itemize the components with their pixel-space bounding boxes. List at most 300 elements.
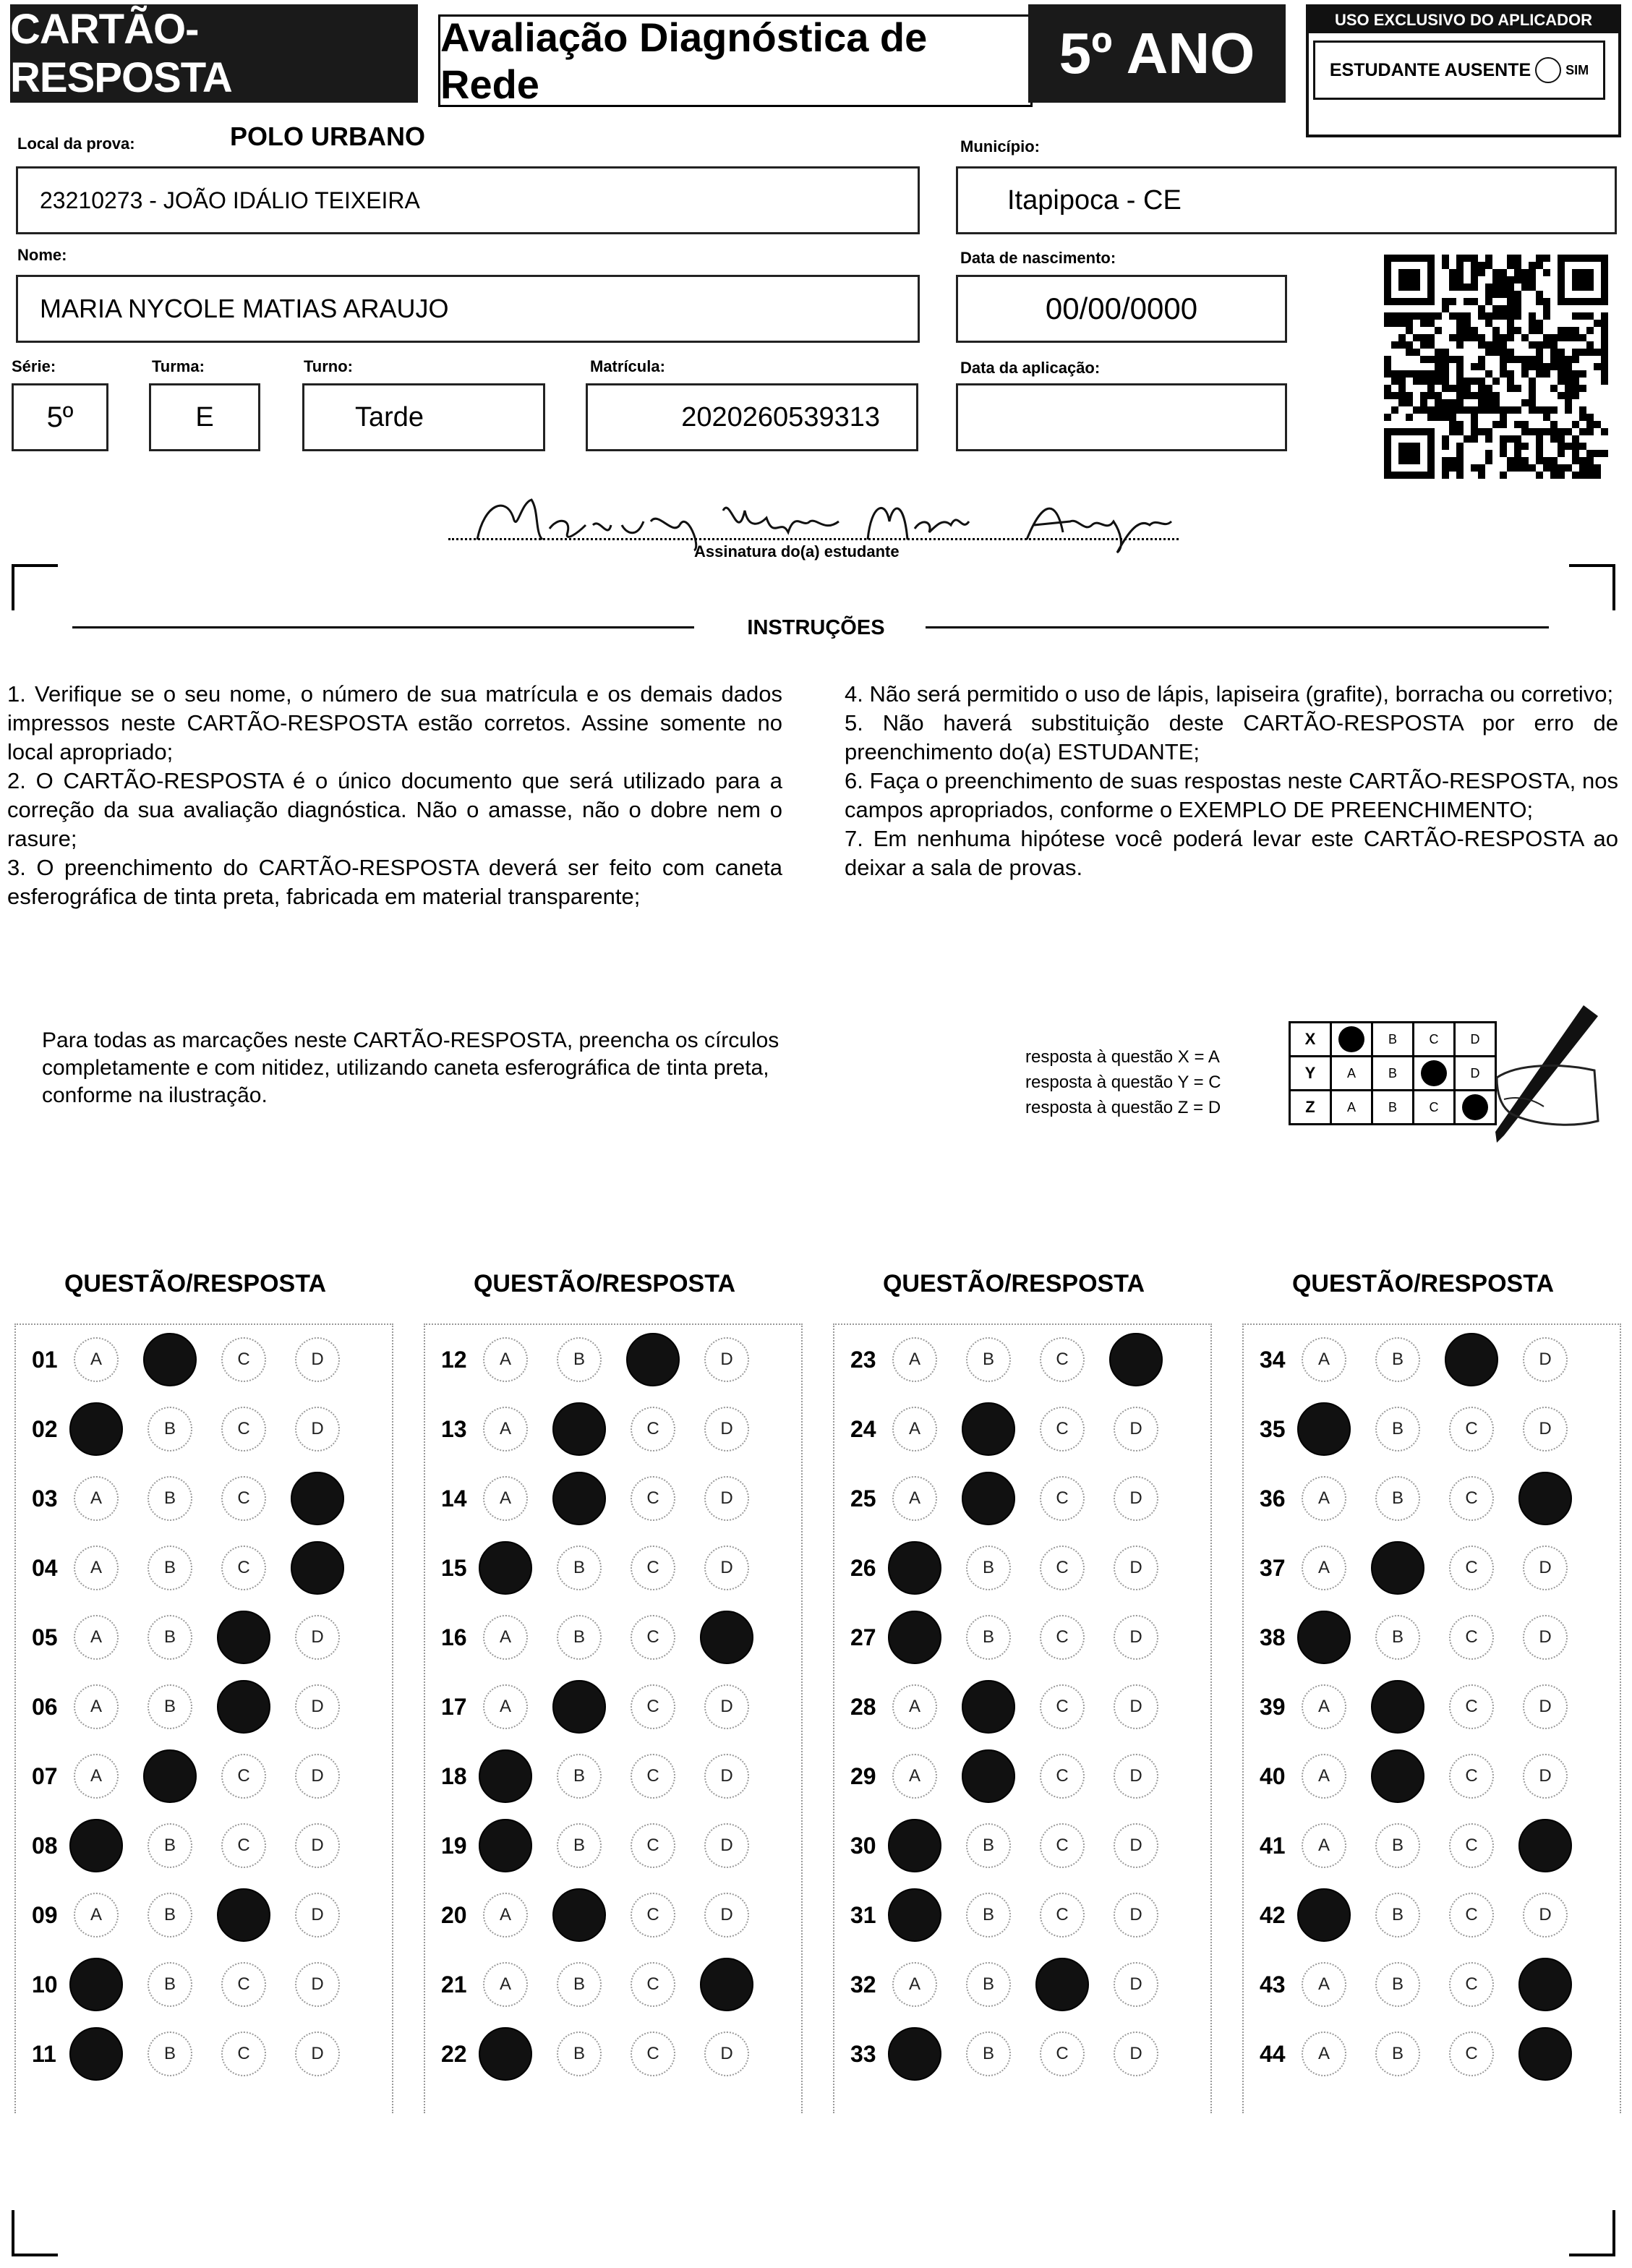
- answer-bubble-option[interactable]: A: [1302, 2032, 1346, 2076]
- answer-bubble-option[interactable]: A: [74, 1754, 119, 1799]
- answer-bubble-option[interactable]: A: [483, 1962, 528, 2007]
- answer-bubble-option[interactable]: C: [1040, 1893, 1085, 1937]
- question-number: 35: [1260, 1415, 1286, 1442]
- answer-bubble-option[interactable]: B: [966, 2032, 1011, 2076]
- answer-bubble-option[interactable]: A: [74, 1684, 119, 1729]
- nome-field: [16, 275, 920, 343]
- question-number: 05: [32, 1624, 58, 1650]
- question-number: 20: [441, 1901, 467, 1928]
- question-row: [834, 1394, 1210, 1464]
- question-number: 29: [850, 1762, 876, 1789]
- answer-bubble-option[interactable]: B: [557, 1823, 602, 1868]
- answer-bubble-option[interactable]: B: [1375, 1407, 1420, 1451]
- answer-bubble-filled[interactable]: [552, 1402, 606, 1456]
- question-row: [1244, 1811, 1620, 1880]
- question-number: 21: [441, 1971, 467, 1998]
- answer-bubble-option[interactable]: C: [1449, 1407, 1494, 1451]
- answer-bubble-option[interactable]: A: [892, 1754, 937, 1799]
- frame-corner-tr: [1569, 564, 1615, 610]
- question-row: [425, 1672, 801, 1742]
- answer-bubble-option[interactable]: D: [704, 2032, 749, 2076]
- question-row: [834, 1325, 1210, 1394]
- answer-bubble-filled[interactable]: [888, 1611, 941, 1664]
- answer-bubble-filled[interactable]: [291, 1472, 344, 1525]
- answer-bubble-option[interactable]: D: [704, 1893, 749, 1937]
- example-row: [1290, 1023, 1496, 1057]
- answer-bubble-option[interactable]: B: [557, 2032, 602, 2076]
- answer-bubble-option[interactable]: C: [221, 1407, 266, 1451]
- answer-bubble-option[interactable]: B: [148, 1407, 192, 1451]
- answer-bubble-option[interactable]: D: [1523, 1546, 1568, 1590]
- instruction-5: 5. Não haverá substituição deste CARTÃO-RESPOSTA por erro de preenchimento do(a) ESTUDANTE;: [845, 710, 1618, 764]
- answer-bubble-option[interactable]: B: [966, 1962, 1011, 2007]
- question-number: 12: [441, 1346, 467, 1373]
- answer-bubble-option[interactable]: A: [892, 1407, 937, 1451]
- answer-bubble-option[interactable]: A: [1302, 1546, 1346, 1590]
- answer-bubble-option[interactable]: C: [221, 1754, 266, 1799]
- question-row: [425, 1950, 801, 2019]
- turma-value: E: [195, 401, 214, 432]
- question-number: 04: [32, 1554, 58, 1581]
- question-row: [425, 1394, 801, 1464]
- answer-bubble-filled[interactable]: [888, 1819, 941, 1872]
- answer-bubble-option[interactable]: D: [704, 1823, 749, 1868]
- answer-bubble-option[interactable]: D: [704, 1754, 749, 1799]
- answer-bubble-option[interactable]: C: [631, 1407, 675, 1451]
- answer-bubble-option[interactable]: A: [74, 1893, 119, 1937]
- answer-bubble-option[interactable]: A: [483, 1407, 528, 1451]
- question-row: [425, 1880, 801, 1950]
- question-number: 14: [441, 1485, 467, 1512]
- instruction-6: 6. Faça o preenchimento de suas respostas neste CARTÃO-RESPOSTA, nos campos apropriados, conforme o EXEMPLO DE PREENCHIMENTO;: [845, 768, 1618, 822]
- answer-bubble-option[interactable]: D: [295, 2032, 340, 2076]
- answer-bubble-filled[interactable]: [1518, 1819, 1572, 1872]
- municipio-label: Município:: [960, 137, 1040, 155]
- question-number: 10: [32, 1971, 58, 1998]
- answer-bubble-option[interactable]: C: [631, 1615, 675, 1660]
- question-number: 33: [850, 2040, 876, 2067]
- question-number: 38: [1260, 1624, 1286, 1650]
- answer-bubble-option[interactable]: A: [1302, 1476, 1346, 1521]
- answer-bubble-option[interactable]: C: [1040, 1615, 1085, 1660]
- question-row: [1244, 1950, 1620, 2019]
- question-row: [834, 2019, 1210, 2089]
- answer-bubble-filled[interactable]: [479, 2027, 532, 2081]
- answer-bubble-option[interactable]: C: [1040, 1546, 1085, 1590]
- answer-bubble-option[interactable]: D: [295, 1893, 340, 1937]
- answer-bubble-option[interactable]: D: [295, 1962, 340, 2007]
- answer-bubble-filled[interactable]: [552, 1472, 606, 1525]
- answer-bubble-option[interactable]: C: [1449, 1823, 1494, 1868]
- answer-bubble-option[interactable]: C: [1040, 1684, 1085, 1729]
- answer-bubble-option[interactable]: D: [295, 1754, 340, 1799]
- answer-bubble-filled[interactable]: [626, 1333, 680, 1386]
- answer-bubble-option[interactable]: B: [1375, 1893, 1420, 1937]
- absent-label: ESTUDANTE AUSENTE: [1329, 59, 1531, 80]
- example-option: B: [1372, 1091, 1414, 1125]
- example-label-y: resposta à questão Y = C: [1025, 1073, 1221, 1092]
- answers-section-title: QUESTÃO/RESPOSTA: [64, 1270, 327, 1297]
- answer-bubble-option[interactable]: C: [631, 1823, 675, 1868]
- pen-hand-icon: [1475, 998, 1605, 1150]
- instruction-2: 2. O CARTÃO-RESPOSTA é o único documento que será utilizado para a correção da sua avaliação diagnóstica. Não o amasse, não o dobre nem o rasure;: [7, 768, 782, 851]
- instructions-title: INSTRUÇÕES: [747, 616, 885, 639]
- answer-bubble-option[interactable]: A: [1302, 1754, 1346, 1799]
- answer-bubble-option[interactable]: D: [295, 1823, 340, 1868]
- signature-caption: Assinatura do(a) estudante: [694, 542, 900, 560]
- answer-bubble-filled[interactable]: [888, 1541, 941, 1595]
- answer-bubble-option[interactable]: C: [1449, 1962, 1494, 2007]
- answer-bubble-option[interactable]: C: [221, 1476, 266, 1521]
- answer-bubble-option[interactable]: C: [221, 1962, 266, 2007]
- instruction-1: 1. Verifique se o seu nome, o número de sua matrícula e os demais dados impressos neste CARTÃO-RESPOSTA estão corretos. Assine somente no local apropriado;: [7, 681, 782, 764]
- answer-bubble-filled[interactable]: [479, 1749, 532, 1803]
- answer-bubble-option[interactable]: A: [483, 1684, 528, 1729]
- question-row: [1244, 1742, 1620, 1811]
- question-number: 18: [441, 1762, 467, 1789]
- answer-bubble-option[interactable]: A: [892, 1476, 937, 1521]
- example-label-z: resposta à questão Z = D: [1025, 1098, 1221, 1117]
- answer-bubble-filled[interactable]: [217, 1611, 270, 1664]
- answer-bubble-filled[interactable]: [1371, 1749, 1424, 1803]
- answer-bubble-option[interactable]: A: [1302, 1684, 1346, 1729]
- answer-bubble-option[interactable]: B: [148, 1893, 192, 1937]
- answer-bubble-filled[interactable]: [143, 1333, 197, 1386]
- answer-bubble-filled[interactable]: [962, 1472, 1015, 1525]
- answer-bubble-option[interactable]: A: [892, 1337, 937, 1382]
- answer-bubble-filled[interactable]: [552, 1680, 606, 1734]
- answer-bubble-option[interactable]: B: [1375, 1615, 1420, 1660]
- local-label: Local da prova:: [17, 135, 135, 153]
- local-value: POLO URBANO: [230, 122, 425, 151]
- answer-bubble-filled[interactable]: [69, 1819, 123, 1872]
- question-row: [16, 1811, 392, 1880]
- answer-bubble-option[interactable]: B: [557, 1962, 602, 2007]
- nome-label: Nome:: [17, 246, 67, 264]
- answer-bubble-filled[interactable]: [291, 1541, 344, 1595]
- question-number: 19: [441, 1832, 467, 1859]
- answer-bubble-option[interactable]: C: [1040, 1476, 1085, 1521]
- question-number: 43: [1260, 1971, 1286, 1998]
- answer-column: [1242, 1323, 1621, 2113]
- answer-bubble-option[interactable]: C: [1040, 1754, 1085, 1799]
- turma-field: [149, 383, 260, 451]
- question-row: [834, 1672, 1210, 1742]
- question-row: [834, 1950, 1210, 2019]
- answer-bubble-option[interactable]: D: [704, 1337, 749, 1382]
- answer-bubble-option[interactable]: D: [1114, 1476, 1158, 1521]
- matricula-field: [586, 383, 918, 451]
- answer-bubble-option[interactable]: D: [1114, 1754, 1158, 1799]
- answer-bubble-option[interactable]: D: [704, 1476, 749, 1521]
- example-row-label: Y: [1290, 1057, 1331, 1091]
- question-number: 07: [32, 1762, 58, 1789]
- answer-bubble-filled[interactable]: [1297, 1611, 1351, 1664]
- turno-value: Tarde: [355, 401, 424, 432]
- answer-bubble-filled[interactable]: [69, 1402, 123, 1456]
- answer-bubble-option[interactable]: A: [74, 1615, 119, 1660]
- answer-bubble-option[interactable]: C: [1040, 2032, 1085, 2076]
- question-number: 30: [850, 1832, 876, 1859]
- answer-bubble-option[interactable]: A: [74, 1546, 119, 1590]
- question-row: [16, 2019, 392, 2089]
- answer-bubble-option[interactable]: C: [631, 1754, 675, 1799]
- answer-bubble-option[interactable]: C: [1040, 1823, 1085, 1868]
- question-row: [16, 1394, 392, 1464]
- answer-bubble-filled[interactable]: [1518, 1958, 1572, 2011]
- question-row: [425, 1533, 801, 1603]
- question-row: [1244, 1672, 1620, 1742]
- filled-bubble-icon: [1421, 1060, 1447, 1086]
- answer-bubble-option[interactable]: D: [1523, 1337, 1568, 1382]
- question-row: [16, 1742, 392, 1811]
- answer-bubble-option[interactable]: D: [1114, 1407, 1158, 1451]
- answer-bubble-filled[interactable]: [143, 1749, 197, 1803]
- answer-bubble-filled[interactable]: [69, 2027, 123, 2081]
- signature-line: [448, 538, 1179, 540]
- answer-bubble-option[interactable]: A: [892, 1962, 937, 2007]
- answer-bubble-option[interactable]: C: [1449, 1615, 1494, 1660]
- answer-bubble-option[interactable]: A: [483, 1337, 528, 1382]
- answer-bubble-option[interactable]: B: [1375, 1823, 1420, 1868]
- answer-bubble-option[interactable]: C: [1449, 1684, 1494, 1729]
- nascimento-value: 00/00/0000: [1045, 291, 1198, 325]
- answer-bubble-filled[interactable]: [479, 1819, 532, 1872]
- answer-bubble-option[interactable]: B: [1375, 1962, 1420, 2007]
- answer-bubble-filled[interactable]: [552, 1888, 606, 1942]
- answer-bubble-option[interactable]: B: [1375, 1337, 1420, 1382]
- answer-bubble-option[interactable]: D: [1114, 1893, 1158, 1937]
- answer-bubble-option[interactable]: B: [148, 1684, 192, 1729]
- answer-bubble-filled[interactable]: [217, 1888, 270, 1942]
- fill-instruction-note: Para todas as marcações neste CARTÃO-RESPOSTA, preencha os círculos completamente e com nitidez, utilizando caneta esferográfica de tinta preta, conforme na ilustração.: [42, 1028, 779, 1107]
- answer-bubble-option[interactable]: C: [221, 1823, 266, 1868]
- question-row: [16, 1672, 392, 1742]
- answer-bubble-option[interactable]: D: [1114, 1962, 1158, 2007]
- answer-bubble-option[interactable]: D: [704, 1684, 749, 1729]
- answer-bubble-filled[interactable]: [962, 1749, 1015, 1803]
- answer-bubble-option[interactable]: A: [892, 1684, 937, 1729]
- question-number: 42: [1260, 1901, 1286, 1928]
- answer-bubble-option[interactable]: D: [1114, 1546, 1158, 1590]
- answer-bubble-option[interactable]: C: [221, 2032, 266, 2076]
- school-value: 23210273 - JOÃO IDÁLIO TEIXEIRA: [40, 187, 420, 213]
- answer-bubble-option[interactable]: A: [483, 1476, 528, 1521]
- question-number: 44: [1260, 2040, 1286, 2067]
- answer-bubble-option[interactable]: D: [1114, 1823, 1158, 1868]
- question-row: [16, 1603, 392, 1672]
- answer-bubble-option[interactable]: C: [1449, 1893, 1494, 1937]
- absent-option: SIM: [1565, 62, 1589, 77]
- answer-bubble-filled[interactable]: [888, 1888, 941, 1942]
- answer-bubble-option[interactable]: B: [148, 1546, 192, 1590]
- answer-bubble-option[interactable]: B: [557, 1754, 602, 1799]
- answer-bubble-filled[interactable]: [217, 1680, 270, 1734]
- answer-bubble-filled[interactable]: [479, 1541, 532, 1595]
- answer-bubble-option[interactable]: B: [557, 1546, 602, 1590]
- answer-bubble-filled[interactable]: [69, 1958, 123, 2011]
- question-number: 11: [32, 2040, 56, 2067]
- example-label-x: resposta à questão X = A: [1025, 1047, 1220, 1067]
- answer-bubble-option[interactable]: C: [221, 1546, 266, 1590]
- question-row: [16, 1880, 392, 1950]
- answer-bubble-filled[interactable]: [1109, 1333, 1163, 1386]
- answer-bubble-option[interactable]: B: [966, 1546, 1011, 1590]
- answer-bubble-option[interactable]: B: [1375, 2032, 1420, 2076]
- answer-bubble-option[interactable]: A: [74, 1337, 119, 1382]
- answer-bubble-filled[interactable]: [962, 1680, 1015, 1734]
- serie-label: Série:: [12, 357, 56, 375]
- question-row: [834, 1533, 1210, 1603]
- turno-label: Turno:: [304, 357, 354, 375]
- divider-right: [926, 626, 1549, 628]
- answer-bubble-option[interactable]: D: [1114, 2032, 1158, 2076]
- municipio-value: Itapipoca - CE: [1007, 184, 1182, 216]
- answer-bubble-option[interactable]: B: [148, 1962, 192, 2007]
- answer-bubble-option[interactable]: A: [483, 1893, 528, 1937]
- answer-bubble-option[interactable]: D: [1523, 1754, 1568, 1799]
- answer-bubble-option[interactable]: C: [1449, 1476, 1494, 1521]
- answer-bubble-option[interactable]: A: [483, 1615, 528, 1660]
- answer-bubble-option[interactable]: C: [1040, 1337, 1085, 1382]
- answer-bubble-option[interactable]: C: [1449, 1546, 1494, 1590]
- nome-value: MARIA NYCOLE MATIAS ARAUJO: [40, 294, 449, 323]
- question-number: 03: [32, 1485, 58, 1512]
- question-number: 32: [850, 1971, 876, 1998]
- question-row: [16, 1464, 392, 1533]
- aplicacao-field: [956, 383, 1287, 451]
- question-number: 34: [1260, 1346, 1286, 1373]
- answers-section-title: QUESTÃO/RESPOSTA: [473, 1270, 736, 1297]
- answer-bubble-option[interactable]: C: [631, 1546, 675, 1590]
- question-row: [16, 1533, 392, 1603]
- answer-bubble-option[interactable]: D: [295, 1407, 340, 1451]
- example-labels: [1025, 1044, 1221, 1120]
- answer-bubble-filled[interactable]: [962, 1402, 1015, 1456]
- answer-column: [424, 1323, 803, 2113]
- answer-bubble-option[interactable]: D: [704, 1546, 749, 1590]
- answer-bubble-option[interactable]: C: [631, 2032, 675, 2076]
- instruction-3: 3. O preenchimento do CARTÃO-RESPOSTA deverá ser feito com caneta esferográfica de tinta preta, fabricada em material transparente;: [7, 855, 782, 909]
- answer-bubble-option[interactable]: B: [148, 1476, 192, 1521]
- answer-bubble-filled[interactable]: [1035, 1958, 1089, 2011]
- answer-bubble-option[interactable]: C: [631, 1476, 675, 1521]
- answer-bubble-option[interactable]: D: [1523, 1893, 1568, 1937]
- example-option: C: [1414, 1023, 1455, 1057]
- answer-bubble-option[interactable]: C: [631, 1893, 675, 1937]
- answer-bubble-option[interactable]: C: [1449, 2032, 1494, 2076]
- answer-bubble-option[interactable]: B: [148, 1615, 192, 1660]
- answer-bubble-option[interactable]: A: [1302, 1337, 1346, 1382]
- answer-bubble-filled[interactable]: [1371, 1541, 1424, 1595]
- example-option: C: [1414, 1091, 1455, 1125]
- answer-bubble-option[interactable]: D: [1114, 1615, 1158, 1660]
- answer-bubble-option[interactable]: B: [557, 1337, 602, 1382]
- question-row: [834, 1603, 1210, 1672]
- question-row: [1244, 1464, 1620, 1533]
- answer-bubble-option[interactable]: D: [1523, 1615, 1568, 1660]
- question-row: [16, 1325, 392, 1394]
- question-number: 41: [1260, 1832, 1286, 1859]
- answer-bubble-filled[interactable]: [888, 2027, 941, 2081]
- filled-bubble-icon: [1338, 1026, 1364, 1052]
- answer-bubble-option[interactable]: C: [1040, 1407, 1085, 1451]
- answer-bubble-filled[interactable]: [1297, 1888, 1351, 1942]
- grade-label: 5º ANO: [1028, 4, 1286, 103]
- serie-field: [12, 383, 108, 451]
- answer-bubble-option[interactable]: B: [966, 1823, 1011, 1868]
- matricula-label: Matrícula:: [590, 357, 665, 375]
- question-row: [425, 1325, 801, 1394]
- answer-bubble-option[interactable]: B: [966, 1893, 1011, 1937]
- answer-bubble-option[interactable]: C: [221, 1337, 266, 1382]
- question-number: 08: [32, 1832, 58, 1859]
- answer-bubble-option[interactable]: B: [557, 1615, 602, 1660]
- answer-bubble-option[interactable]: D: [1523, 1407, 1568, 1451]
- answer-bubble-option[interactable]: B: [1375, 1476, 1420, 1521]
- answer-bubble-option[interactable]: B: [148, 1823, 192, 1868]
- answer-bubble-filled[interactable]: [1518, 1472, 1572, 1525]
- question-number: 23: [850, 1346, 876, 1373]
- municipio-field: [956, 166, 1617, 234]
- answer-bubble-option[interactable]: D: [1523, 1684, 1568, 1729]
- answer-bubble-option[interactable]: D: [1114, 1684, 1158, 1729]
- example-row-label: Z: [1290, 1091, 1331, 1125]
- answer-bubble-option[interactable]: D: [295, 1615, 340, 1660]
- answer-bubble-option[interactable]: C: [631, 1962, 675, 2007]
- question-row: [1244, 1880, 1620, 1950]
- serie-value: 5º: [46, 401, 74, 433]
- answer-bubble-filled[interactable]: [1297, 1402, 1351, 1456]
- question-row: [834, 1811, 1210, 1880]
- absent-bubble[interactable]: [1535, 57, 1561, 83]
- frame-corner-bl: [12, 2210, 58, 2256]
- answer-bubble-filled[interactable]: [700, 1958, 753, 2011]
- exam-title: Avaliação Diagnóstica de Rede: [438, 14, 1033, 107]
- instructions-left: [7, 680, 782, 911]
- answer-bubble-filled[interactable]: [1518, 2027, 1572, 2081]
- answer-bubble-option[interactable]: A: [1302, 1823, 1346, 1868]
- answer-bubble-option[interactable]: B: [966, 1615, 1011, 1660]
- instruction-4: 4. Não será permitido o uso de lápis, lapiseira (grafite), borracha ou corretivo;: [845, 681, 1614, 707]
- question-number: 25: [850, 1485, 876, 1512]
- question-number: 13: [441, 1415, 467, 1442]
- example-option: A: [1331, 1057, 1372, 1091]
- example-filled-bubble: [1331, 1023, 1372, 1057]
- question-number: 37: [1260, 1554, 1286, 1581]
- answer-bubble-option[interactable]: A: [1302, 1962, 1346, 2007]
- answer-bubble-option[interactable]: C: [631, 1684, 675, 1729]
- answer-bubble-option[interactable]: D: [295, 1337, 340, 1382]
- answer-bubble-option[interactable]: D: [704, 1407, 749, 1451]
- question-number: 39: [1260, 1693, 1286, 1720]
- answer-bubble-option[interactable]: D: [295, 1684, 340, 1729]
- question-number: 16: [441, 1624, 467, 1650]
- answer-bubble-filled[interactable]: [700, 1611, 753, 1664]
- answer-bubble-option[interactable]: A: [74, 1476, 119, 1521]
- answer-bubble-option[interactable]: B: [148, 2032, 192, 2076]
- question-number: 17: [441, 1693, 467, 1720]
- question-number: 01: [32, 1346, 58, 1373]
- instructions-right: [845, 680, 1618, 882]
- question-row: [425, 1603, 801, 1672]
- answer-bubble-filled[interactable]: [1371, 1680, 1424, 1734]
- answer-bubble-option[interactable]: C: [1449, 1754, 1494, 1799]
- answer-column: [14, 1323, 393, 2113]
- answer-bubble-option[interactable]: B: [966, 1337, 1011, 1382]
- answer-bubble-filled[interactable]: [1445, 1333, 1498, 1386]
- question-row: [425, 1742, 801, 1811]
